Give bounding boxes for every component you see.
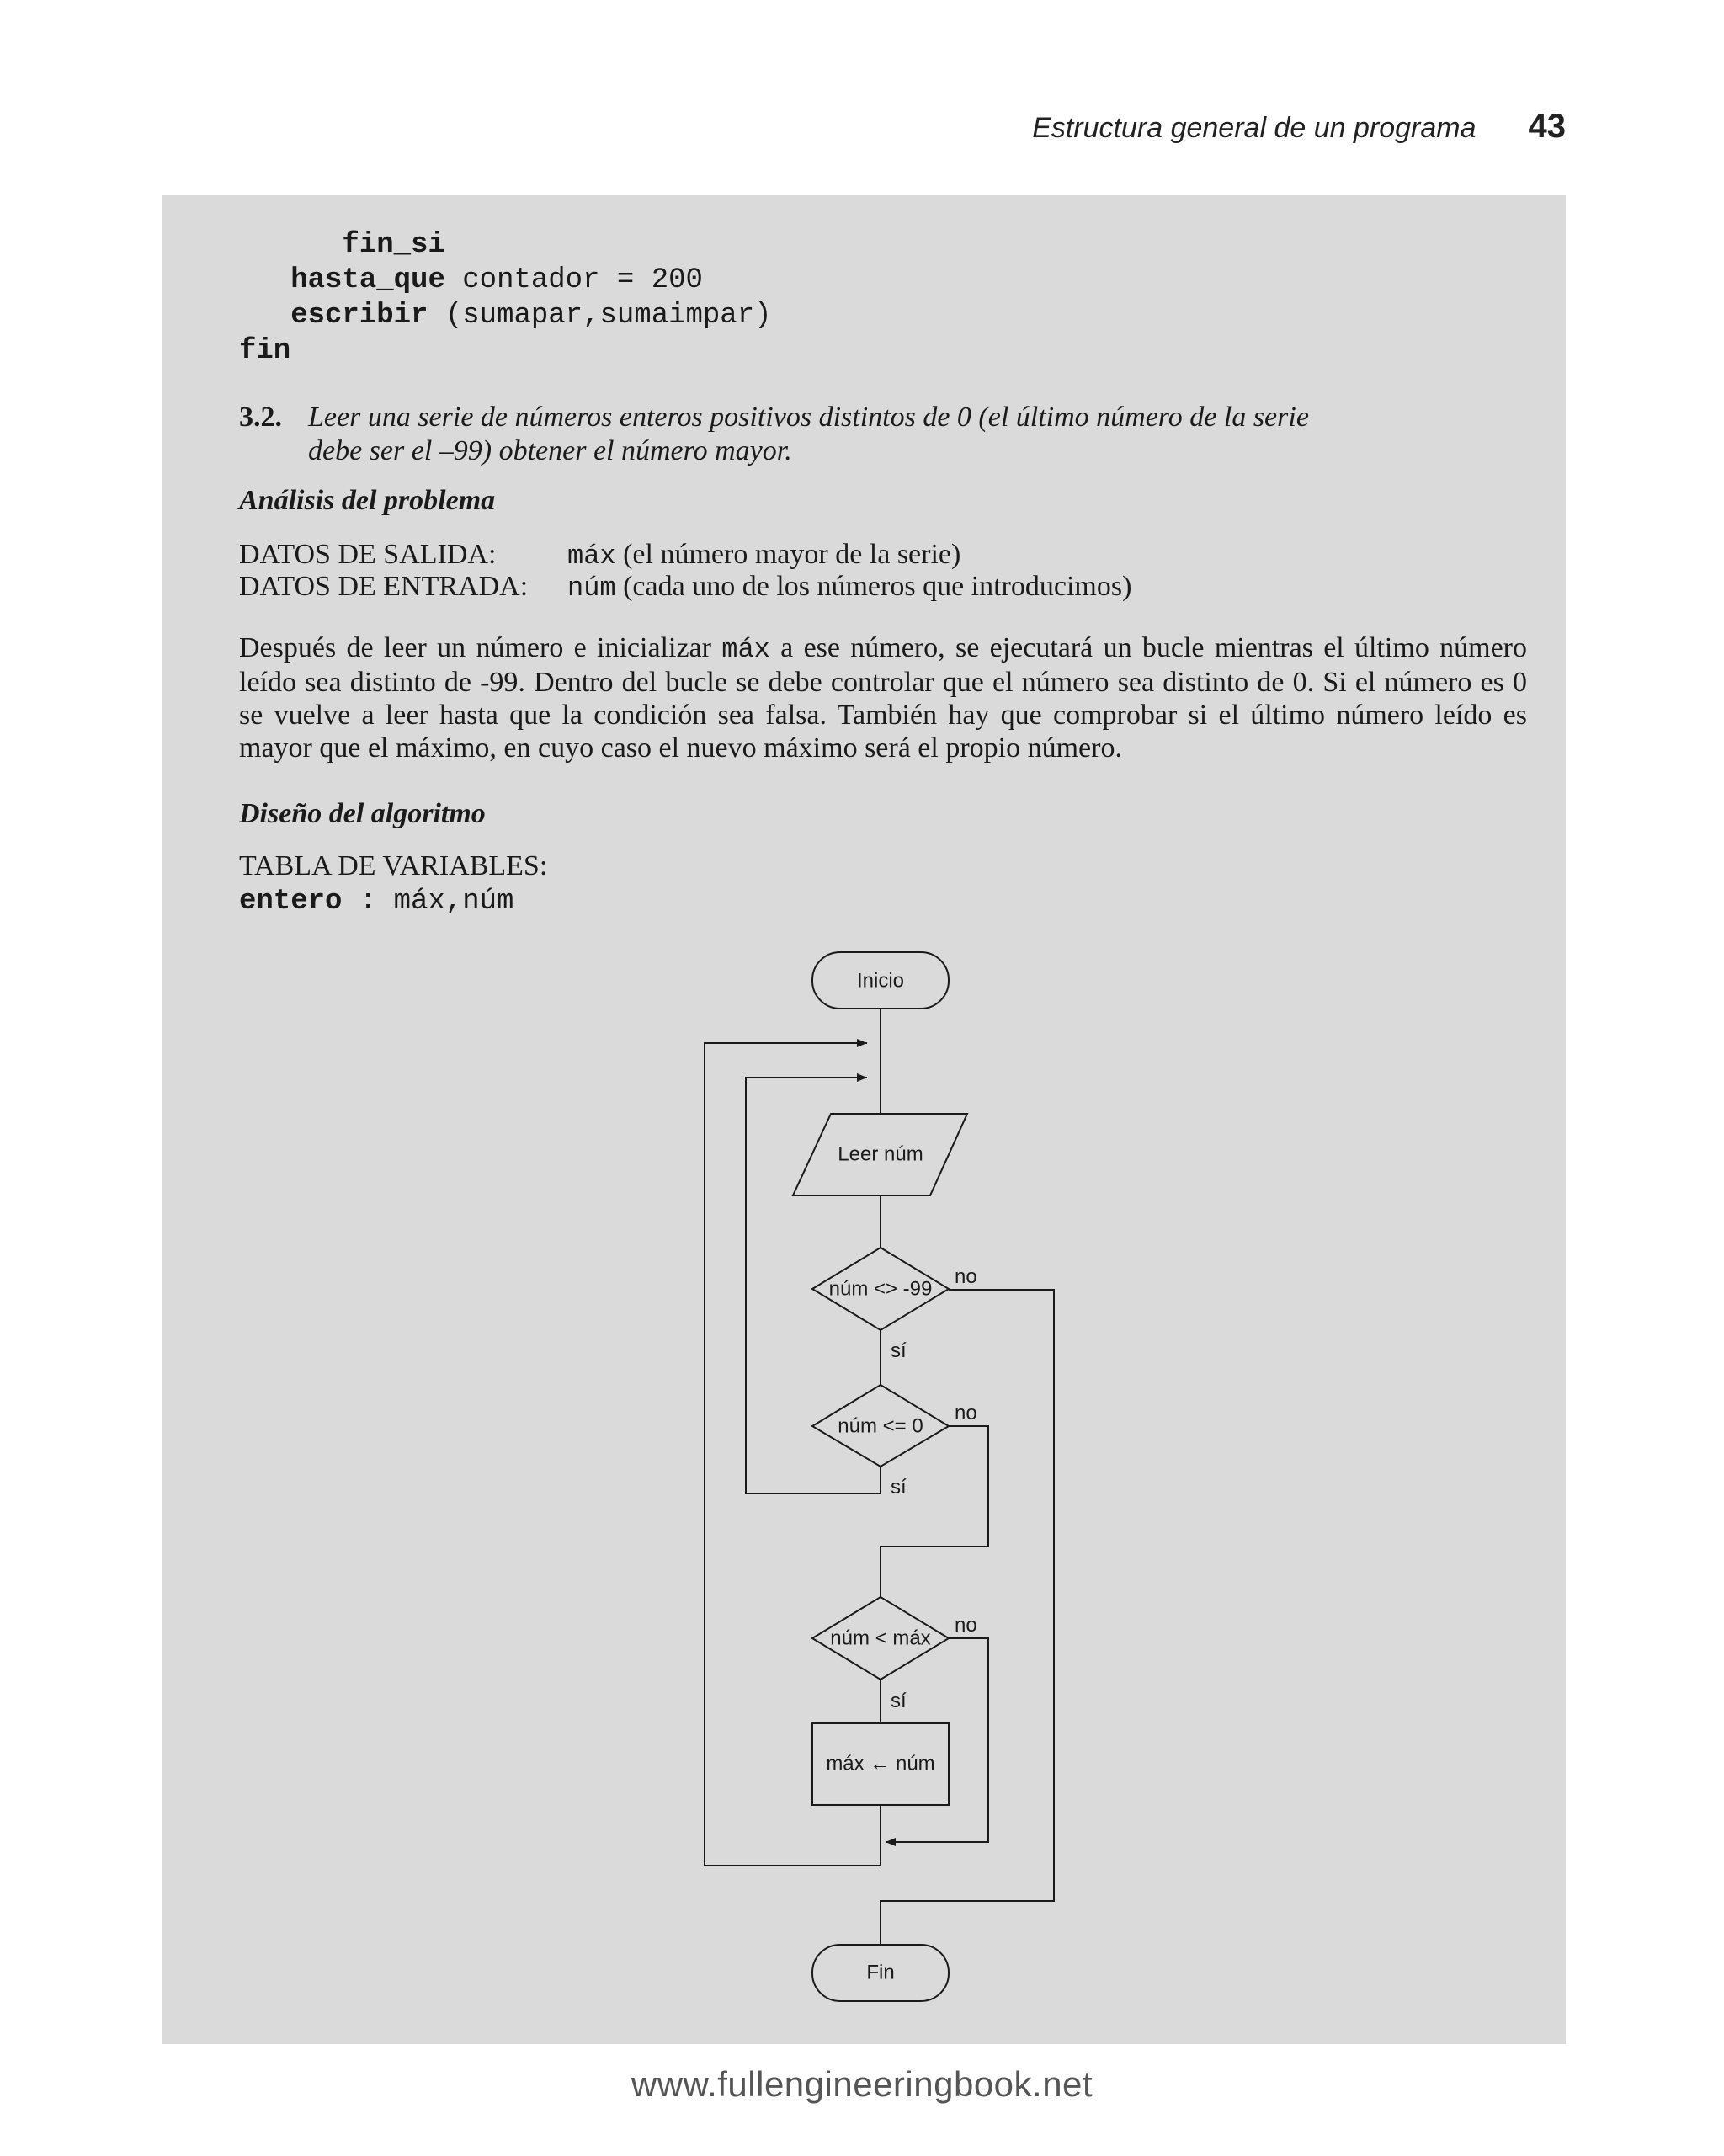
code-line: escribir (sumapar,sumaimpar) xyxy=(290,300,772,332)
end-label: Fin xyxy=(866,1961,895,1984)
cond1-label: núm <> -99 xyxy=(828,1277,933,1301)
input-label: DATOS DE ENTRADA: xyxy=(239,571,529,602)
page-number: 43 xyxy=(1528,108,1566,145)
content-panel xyxy=(162,195,1566,2044)
cond2-yes-label: sí xyxy=(891,1476,907,1499)
output-var: máx xyxy=(567,540,616,572)
cond3-yes-label: sí xyxy=(891,1690,907,1712)
design-heading: Diseño del algoritmo xyxy=(239,798,486,829)
problem-text-line1: Leer una serie de números enteros positivos distintos de 0 (el último número de la serie xyxy=(308,402,1309,433)
input-desc: (cada uno de los números que introducimos) xyxy=(615,571,1132,602)
cond3-label: núm < máx xyxy=(830,1626,931,1650)
output-desc: (el número mayor de la serie) xyxy=(615,539,961,570)
code-line: fin xyxy=(239,335,291,367)
footer-url: www.fullengineeringbook.net xyxy=(631,2064,1093,2104)
analysis-paragraph: Después de leer un número e inicializar máx a ese número, se ejecutará un bucle mientras el último número leído sea distinto de -99. Dentro del bucle se debe controlar que el número sea distinto de 0. Si el número es 0 se vuelve a leer hasta que la condición sea falsa. También hay que comprobar si el último número leído es mayor que el máximo, en cuyo caso el nuevo máximo será el propio número. xyxy=(239,632,1527,764)
code-line: fin_si xyxy=(342,229,445,261)
input-var: núm xyxy=(567,572,616,604)
problem-text-line2: debe ser el –99) obtener el número mayor. xyxy=(308,435,792,466)
flow-line-cond3-no xyxy=(886,1638,988,1842)
start-label: Inicio xyxy=(856,969,905,993)
assign-label: máx ← núm xyxy=(826,1752,935,1775)
variables-table-label: TABLA DE VARIABLES: xyxy=(239,850,548,881)
flow-loop-main xyxy=(705,1043,881,1866)
analysis-heading: Análisis del problema xyxy=(239,485,496,516)
flow-line-cond2-cond3 xyxy=(881,1426,988,1597)
variable-declaration: entero : máx,núm xyxy=(239,886,514,918)
flowchart xyxy=(162,195,1566,2044)
cond2-no-label: no xyxy=(955,1402,977,1424)
read-label: Leer núm xyxy=(838,1142,923,1166)
running-title: Estructura general de un programa xyxy=(1032,112,1477,144)
problem-number: 3.2. xyxy=(239,402,282,433)
cond1-yes-label: sí xyxy=(891,1339,907,1362)
code-line: hasta_que contador = 200 xyxy=(290,264,703,296)
output-label: DATOS DE SALIDA: xyxy=(239,539,497,570)
cond3-no-label: no xyxy=(955,1614,977,1637)
cond1-no-label: no xyxy=(955,1265,977,1288)
cond2-label: núm <= 0 xyxy=(838,1414,923,1438)
running-header xyxy=(842,108,1566,146)
